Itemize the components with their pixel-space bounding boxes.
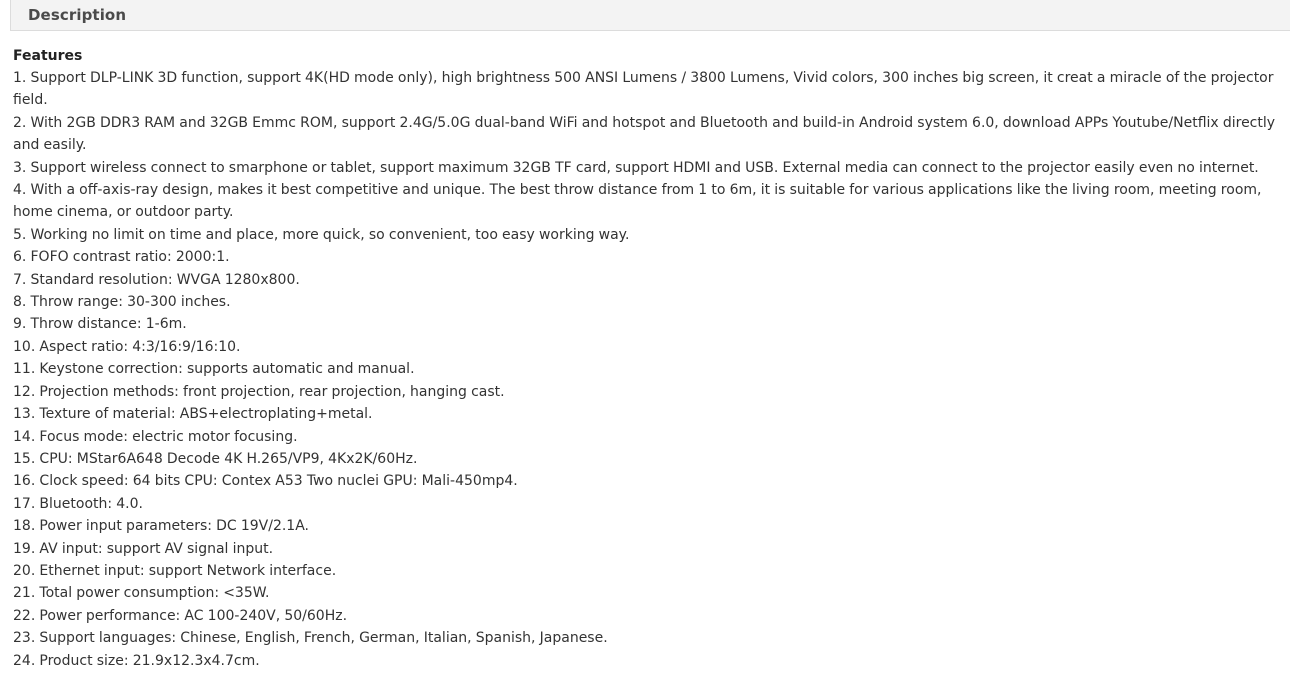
feature-item-8: 8. Throw range: 30-300 inches. bbox=[13, 294, 231, 311]
feature-item-10: 10. Aspect ratio: 4:3/16:9/16:10. bbox=[13, 338, 241, 355]
description-content bbox=[13, 46, 1285, 672]
feature-item-15: 15. CPU: MStar6A648 Decode 4K H.265/VP9, 4Kx2K/60Hz. bbox=[13, 450, 418, 467]
feature-item-2: 2. With 2GB DDR3 RAM and 32GB Emmc ROM, support 2.4G/5.0G dual-band WiFi and hotspot and Bluetooth and build-in Android system 6.0, download APPs Youtube/Netflix directly and easily. bbox=[13, 114, 1276, 154]
feature-item-1: 1. Support DLP-LINK 3D function, support 4K(HD mode only), high brightness 500 ANSI Lumens / 3800 Lumens, Vivid colors, 300 inches big screen, it creat a miracle of the projector field. bbox=[13, 70, 1274, 109]
feature-item-3: 3. Support wireless connect to smarphone or tablet, support maximum 32GB TF card, support HDMI and USB. External media can connect to the projector easily even no internet. bbox=[13, 159, 1259, 176]
feature-item-5: 5. Working no limit on time and place, more quick, so convenient, too easy working way. bbox=[13, 226, 630, 243]
feature-item-7: 7. Standard resolution: WVGA 1280x800. bbox=[13, 271, 300, 288]
feature-item-4: 4. With a off-axis-ray design, makes it best competitive and unique. The best throw distance from 1 to 6m, it is suitable for various applications like the living room, meeting room, home cinema, or outdoor party. bbox=[13, 182, 1262, 221]
feature-item-21: 21. Total power consumption: <35W. bbox=[13, 585, 270, 602]
feature-item-22: 22. Power performance: AC 100-240V, 50/60Hz. bbox=[13, 607, 348, 624]
feature-item-20: 20. Ethernet input: support Network interface. bbox=[13, 562, 337, 579]
feature-item-17: 17. Bluetooth: 4.0. bbox=[13, 495, 143, 512]
feature-item-16: 16. Clock speed: 64 bits CPU: Contex A53 Two nuclei GPU: Mali-450mp4. bbox=[13, 473, 518, 490]
feature-item-11: 11. Keystone correction: supports automatic and manual. bbox=[13, 361, 415, 378]
feature-item-13: 13. Texture of material: ABS+electroplating+metal. bbox=[13, 406, 373, 423]
description-tab-bar bbox=[10, 0, 1290, 31]
features-heading: Features bbox=[13, 48, 83, 64]
tab-description[interactable]: Description bbox=[28, 6, 127, 24]
feature-item-14: 14. Focus mode: electric motor focusing. bbox=[13, 428, 298, 445]
feature-item-6: 6. FOFO contrast ratio: 2000:1. bbox=[13, 249, 230, 266]
feature-list bbox=[13, 67, 1285, 672]
feature-item-24: 24. Product size: 21.9x12.3x4.7cm. bbox=[13, 652, 260, 669]
feature-item-12: 12. Projection methods: front projection, rear projection, hanging cast. bbox=[13, 383, 505, 400]
feature-item-19: 19. AV input: support AV signal input. bbox=[13, 540, 274, 557]
feature-item-23: 23. Support languages: Chinese, English, French, German, Italian, Spanish, Japanese. bbox=[13, 630, 608, 647]
feature-item-9: 9. Throw distance: 1-6m. bbox=[13, 316, 187, 333]
feature-item-18: 18. Power input parameters: DC 19V/2.1A. bbox=[13, 518, 309, 535]
